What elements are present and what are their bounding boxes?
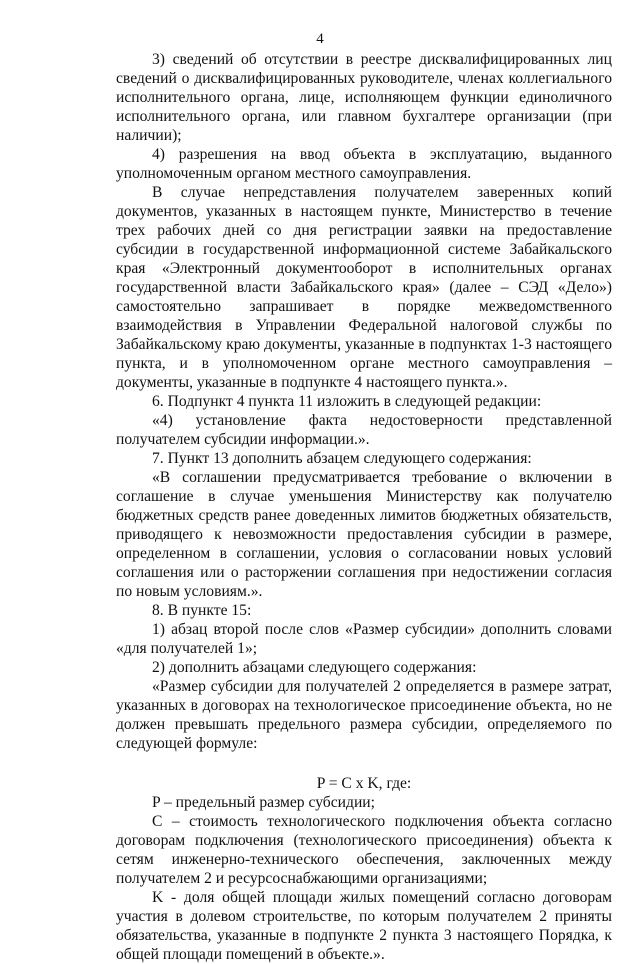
definition-k: K - доля общей площади жилых помещений согласно договорам участия в долевом строительстве, по которым получателем 2 приняты обязательства, указанные в подпункте 2 пункта 3 настоящего Порядка, к общей площади помещений в объекте.». <box>116 889 612 963</box>
formula: P = C x K, где: <box>316 775 412 792</box>
paragraph-point-6: 6. Подпункт 4 пункта 11 изложить в следующей редакции: <box>152 393 542 410</box>
paragraph-point-7-text: «В соглашении предусматривается требование о включении в соглашение в случае уменьшения Министерству как получателю бюджетных средств ранее доведенных лимитов бюджетных обязательств, приводящего к невозможности предоставления субсидии в размере, определенном в соглашении, условия о согласовании новых условий соглашения или о расторжении соглашения при недостижении согласия по новым условиям.». <box>116 469 612 600</box>
paragraph-point-8: 8. В пункте 15: <box>152 602 252 619</box>
paragraph-subsidy-size: «Размер субсидии для получателей 2 определяется в размере затрат, указанных в договорах на технологическое присоединение объекта, но не должен превышать предельного размера субсидии, определяемого по следующей формуле: <box>116 678 612 752</box>
paragraph-point-6-text: «4) установление факта недостоверности представленной получателем субсидии информации.». <box>116 412 612 448</box>
paragraph-item-4: 4) разрешения на ввод объекта в эксплуатацию, выданного уполномоченным органом местного самоуправления. <box>116 146 612 182</box>
paragraph-point-8-sub-1: 1) абзац второй после слов «Размер субсидии» дополнить словами «для получателей 1»; <box>116 621 612 657</box>
paragraph-item-3: 3) сведений об отсутствии в реестре дисквалифицированных лиц сведений о дисквалифицированных руководителе, членах коллегиального исполнительного органа, лице, исполняющем функции единоличного исполнительного органа, или главном бухгалтере организации (при наличии); <box>116 51 612 144</box>
definition-c: C – стоимость технологического подключения объекта согласно договорам подключения (технологического присоединения) объекта к сетям инженерно-технического обеспечения, заключенных между получателем 2 и ресурсоснабжающими организациями; <box>116 813 612 887</box>
paragraph-point-7: 7. Пункт 13 дополнить абзацем следующего содержания: <box>152 450 532 467</box>
page-number: 4 <box>316 31 324 47</box>
paragraph-point-8-sub-2: 2) дополнить абзацами следующего содержания: <box>152 659 477 676</box>
paragraph-missing-documents: В случае непредставления получателем заверенных копий документов, указанных в настоящем пункте, Министерство в течение трех рабочих дней со дня регистрации заявки на предоставление субсидии в государственной информационной системе Забайкальского края «Электронный документооборот в исполнительных органах государственной власти Забайкальского края» (далее – СЭД «Дело») самостоятельно запрашивает в порядке межведомственного взаимодействия в Управлении Федеральной налоговой службы по Забайкальскому краю документы, указанные в подпунктах 1-3 настоящего пункта, и в уполномоченном органе местного самоуправления – документы, указанные в подпункте 4 настоящего пункта.». <box>116 184 612 391</box>
document-body <box>116 50 612 964</box>
definition-p: P – предельный размер субсидии; <box>152 794 375 811</box>
